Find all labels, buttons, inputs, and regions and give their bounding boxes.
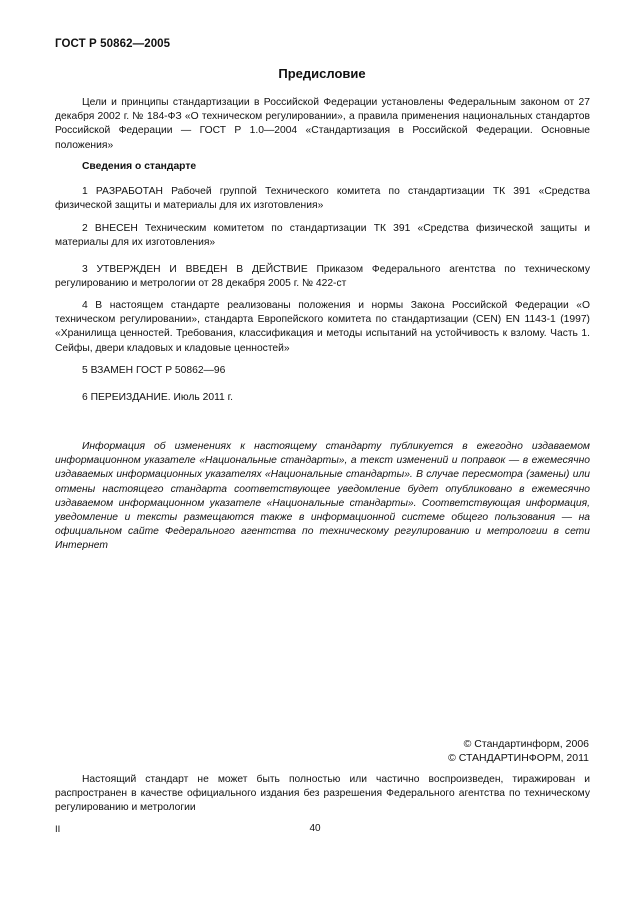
standard-code-header: ГОСТ Р 50862—2005	[55, 38, 171, 50]
page-title: Предисловие	[278, 66, 366, 81]
copyright-line-1: © Стандартинформ, 2006	[463, 738, 589, 750]
page-number: 40	[309, 823, 321, 834]
item-4-implemented: 4 В настоящем стандарте реализованы положения и нормы Закона Российской Федерации «О техническом регулировании», стандарта Европейского комитета по стандартизации (CEN) EN 1143-1 (1997) «Хранилища ценностей. Требования, классификация и методы испытаний на устойчивость к взлому. Часть 1. Сейфы, двери кладовых и кладовые ценностей»	[55, 300, 590, 354]
item-3-approved: 3 УТВЕРЖДЕН И ВВЕДЕН В ДЕЙСТВИЕ Приказом Федерального агентства по техническому регулированию и метрологии от 28 декабря 2005 г. № 422-ст	[55, 264, 590, 290]
section-heading: Сведения о стандарте	[82, 161, 197, 172]
item-2-introduced: 2 ВНЕСЕН Техническим комитетом по стандартизации ТК 391 «Средства физической защиты и материалы для их изготовления»	[55, 223, 590, 249]
intro-paragraph: Цели и принципы стандартизации в Российской Федерации установлены Федеральным законом от 27 декабря 2002 г. № 184-ФЗ «О техническом регулировании», а правила применения национальных стандартов Российской Федерации — ГОСТ Р 1.0—2004 «Стандартизация в Российской Федерации. Основные положения»	[55, 97, 590, 151]
changes-notice: Информация об изменениях к настоящему стандарту публикуется в ежегодно издаваемом информационном указателе «Национальные стандарты», а текст изменений и поправок — в ежемесячно издаваемых информационных указателях «Национальные стандарты». В случае пересмотра (замены) или отмены настоящего стандарта соответствующее уведомление будет опубликовано в ежемесячно издаваемом информационном указателе «Национальные стандарты». Соответствующая информация, уведомление и тексты размещаются также в информационной системе общего пользования — на официальном сайте Федерального агентства по техническому регулированию и метрологии в сети Интернет	[55, 441, 590, 552]
copyright-block	[289, 738, 589, 765]
footer-roman-numeral: II	[55, 824, 61, 835]
legal-notice: Настоящий стандарт не может быть полностью или частично воспроизведен, тиражирован и распространен в качестве официального издания без разрешения Федерального агентства по техническому регулированию и метрологии	[55, 774, 590, 814]
item-5-replaces: 5 ВЗАМЕН ГОСТ Р 50862—96	[82, 365, 226, 376]
item-1-developed: 1 РАЗРАБОТАН Рабочей группой Технического комитета по стандартизации ТК 391 «Средства физической защиты и материалы для их изготовления»	[55, 186, 590, 212]
copyright-line-2: © СТАНДАРТИНФОРМ, 2011	[448, 751, 589, 764]
item-6-reissue: 6 ПЕРЕИЗДАНИЕ. Июль 2011 г.	[82, 392, 233, 403]
